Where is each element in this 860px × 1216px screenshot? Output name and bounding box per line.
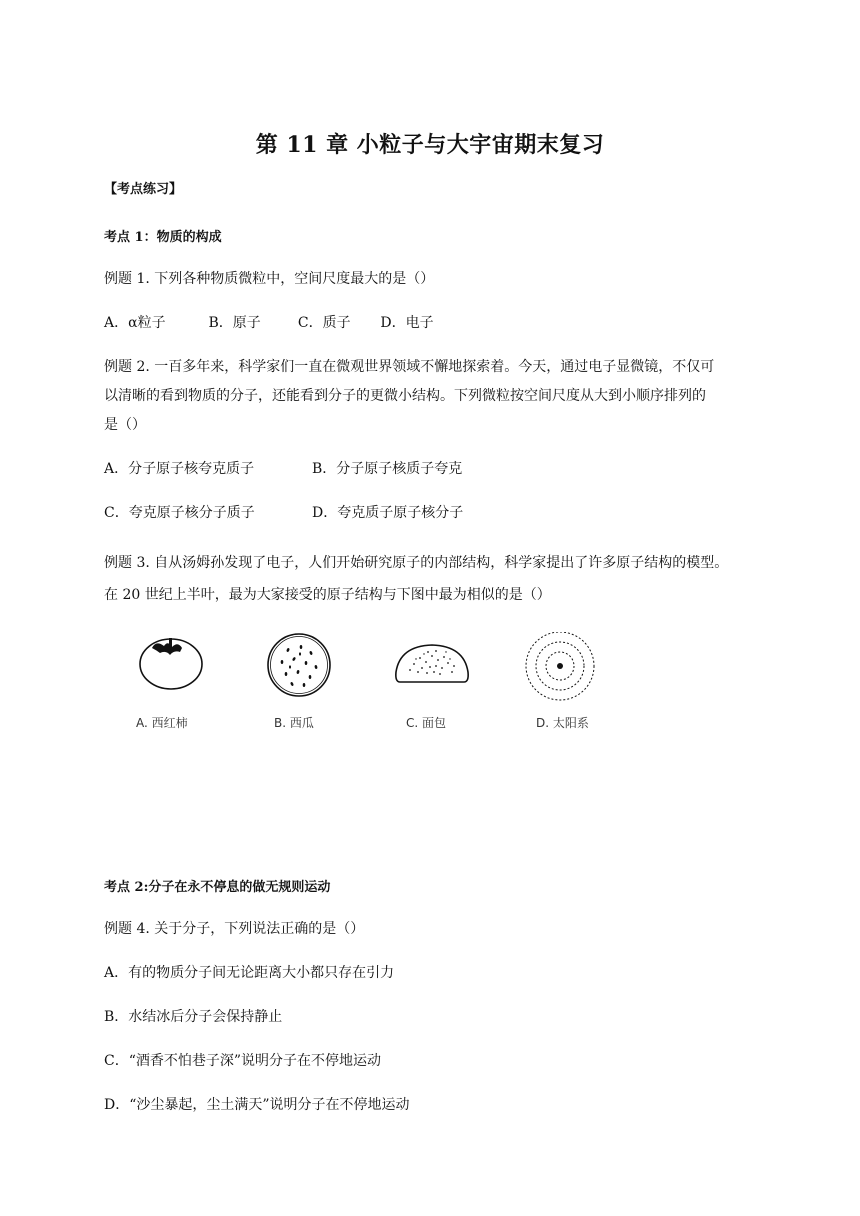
point1-heading: 考点 1：物质的构成 xyxy=(104,230,222,245)
q2-option-b: B．分子原子核质子夸克 xyxy=(312,461,463,477)
figure-label-a: A. 西红柿 xyxy=(136,716,188,730)
q1-option-a: A．α粒子 xyxy=(104,315,166,331)
section-header: 【考点练习】 xyxy=(104,182,183,197)
tomato-figure xyxy=(136,632,206,692)
q2-option-c: C．夸克原子核分子质子 xyxy=(104,505,255,521)
bread-figure xyxy=(392,632,472,692)
q1-option-d: D．电子 xyxy=(380,315,434,331)
q4-option-b: B．水结冰后分子会保持静止 xyxy=(104,1009,283,1025)
q4-option-c: C．“酒香不怕巷子深”说明分子在不停地运动 xyxy=(104,1053,382,1069)
figure-label-b: B. 西瓜 xyxy=(274,716,314,730)
q2-stem-line-3: 是（） xyxy=(104,417,146,433)
q2-option-d: D．夸克质子原子核分子 xyxy=(312,505,464,521)
q3-stem-line-2: 在 20 世纪上半叶，最为大家接受的原子结构与下图中最为相似的是（） xyxy=(104,587,551,603)
q1-options xyxy=(104,312,434,332)
figure-label-d: D. 太阳系 xyxy=(536,716,589,730)
q2-option-a: A．分子原子核夸克质子 xyxy=(104,461,255,477)
figure-label-c: C. 面包 xyxy=(406,716,447,730)
atom-model-figures xyxy=(130,632,610,744)
q3-stem-line-1: 例题 3. 自从汤姆孙发现了电子，人们开始研究原子的内部结构，科学家提出了许多原子结构的模型。 xyxy=(104,555,729,571)
solar-system-figure xyxy=(522,632,598,708)
q1-option-c: C．质子 xyxy=(297,315,351,331)
q4-option-d: D．“沙尘暴起，尘土满天”说明分子在不停地运动 xyxy=(104,1097,410,1113)
q1-stem: 例题 1. 下列各种物质微粒中，空间尺度最大的是（） xyxy=(104,271,435,287)
q2-stem-line-2: 以清晰的看到物质的分子，还能看到分子的更微小结构。下列微粒按空间尺度从大到小顺序排列的 xyxy=(104,388,706,404)
point2-heading: 考点 2:分子在永不停息的做无规则运动 xyxy=(104,880,331,895)
q1-option-b: B．原子 xyxy=(208,315,261,331)
page-title: 第 11 章 小粒子与大宇宙期末复习 xyxy=(255,132,605,158)
watermelon-figure xyxy=(264,632,334,702)
q2-stem-line-1: 例题 2. 一百多年来，科学家们一直在微观世界领域不懈地探索着。今天，通过电子显微镜，不仅可 xyxy=(104,359,715,375)
q4-option-a: A．有的物质分子间无论距离大小都只存在引力 xyxy=(104,965,395,981)
q4-stem: 例题 4. 关于分子，下列说法正确的是（） xyxy=(104,921,365,937)
